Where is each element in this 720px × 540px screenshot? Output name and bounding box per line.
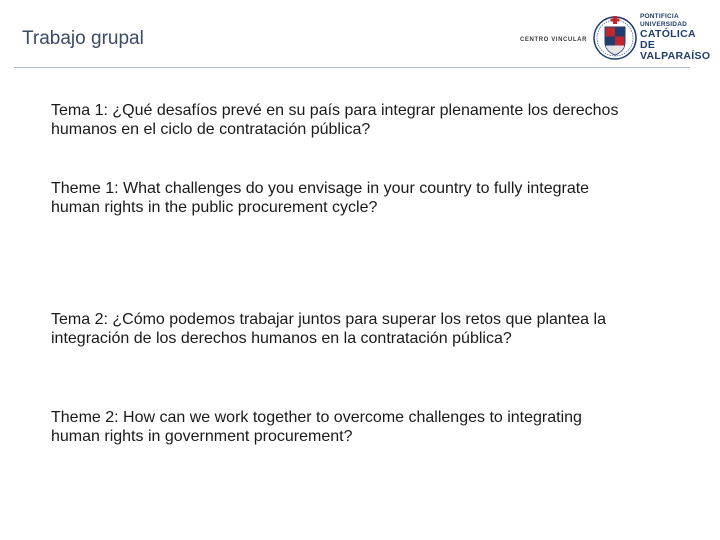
theme1-english: Theme 1: What challenges do you envisage in your country to fully integrate human rights in the public procurement cycle? xyxy=(51,180,590,216)
theme1-spanish: Tema 1: ¿Qué desafíos prevé en su país para integrar plenamente los derechos humanos en el ciclo de contratación pública? xyxy=(51,102,619,138)
university-crest-icon xyxy=(592,12,638,66)
theme2-english: Theme 2: How can we work together to overcome challenges to integrating human rights in government procurement? xyxy=(51,409,582,445)
institution-line3: CATÓLICA DE xyxy=(640,28,696,51)
institution-line2: UNIVERSIDAD xyxy=(640,20,687,28)
logo-unit-text: CENTRO VINCULAR xyxy=(520,37,587,43)
header-rule xyxy=(14,67,690,68)
institution-line4: VALPARAÍSO xyxy=(640,50,711,62)
theme2-spanish: Tema 2: ¿Cómo podemos trabajar juntos para superar los retos que plantea la integración de los derechos humanos en la contratación pública? xyxy=(51,311,606,347)
institution-name xyxy=(640,14,710,62)
university-logo xyxy=(516,10,711,66)
slide-title: Trabajo grupal xyxy=(22,28,144,49)
institution-line1: PONTIFICIA xyxy=(640,13,679,20)
